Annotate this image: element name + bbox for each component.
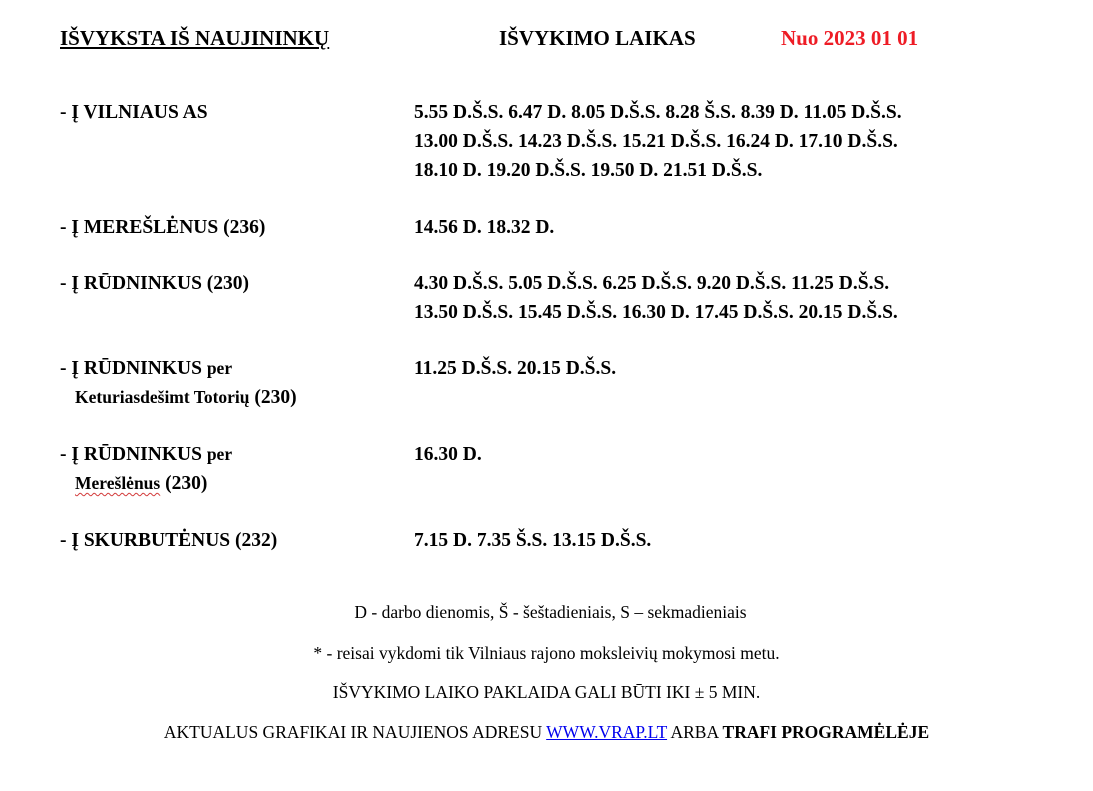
route-times: [414, 213, 1014, 242]
route-times: [414, 440, 1014, 498]
route-destination: - Į RŪDNINKUS (230): [60, 273, 250, 294]
route-times-line: 16.30 D.: [414, 444, 482, 465]
route-times-line: 14.56 D. 18.32 D.: [414, 217, 555, 238]
legend-note: D - darbo dienomis, Š - šeštadieniais, S – sekmadieniais: [354, 602, 747, 622]
route-row-skurbutenus: [0, 526, 1093, 555]
route-times-line: 13.50 D.Š.S. 15.45 D.Š.S. 16.30 D. 17.45 D.Š.S. 20.15 D.Š.S.: [414, 302, 898, 323]
route-row-rudninkus: [0, 269, 1093, 327]
vrap-website-link[interactable]: WWW.VRAP.LT: [546, 722, 668, 742]
route-destination-per: per: [206, 358, 233, 378]
departure-stop-title: IŠVYKSTA IŠ NAUJININKŲ: [60, 26, 330, 50]
route-row-rudninkus-via-totoriu: [0, 354, 1093, 412]
route-destination-via: Keturiasdešimt Totorių: [75, 387, 250, 407]
route-times-line: 13.00 D.Š.S. 14.23 D.Š.S. 15.21 D.Š.S. 16.24 D. 17.10 D.Š.S.: [414, 131, 898, 152]
route-times: [414, 354, 1014, 412]
route-times: [414, 269, 1014, 327]
route-row-rudninkus-via-mereslenus: [0, 440, 1093, 498]
tolerance-note: IŠVYKIMO LAIKO PAKLAIDA GALI BŪTI IKI ± 5 MIN.: [332, 682, 761, 702]
route-destination: [0, 440, 414, 498]
actual-prefix: AKTUALUS GRAFIKAI IR NAUJIENOS ADRESU: [163, 722, 543, 742]
route-destination-via-line: [60, 383, 414, 412]
route-times: [414, 526, 1014, 555]
route-destination: - Į VILNIAUS AS: [60, 102, 208, 123]
valid-from-date: Nuo 2023 01 01: [781, 26, 919, 50]
route-row-vilniaus-as: [0, 98, 1093, 185]
timetable-header: [0, 26, 1093, 58]
routes-list: [0, 98, 1093, 555]
trafi-app-text: TRAFI PROGRAMĖLĖJE: [722, 722, 930, 742]
route-destination-number: (230): [254, 387, 297, 408]
route-times: [414, 98, 1014, 185]
route-row-mereslenus: [0, 213, 1093, 242]
route-destination-via-line: [60, 469, 414, 498]
route-destination-number: (230): [165, 473, 208, 494]
school-note: * - reisai vykdomi tik Vilniaus rajono moksleivių mokymosi metu.: [313, 643, 780, 663]
route-destination: - Į MEREŠLĖNUS (236): [60, 217, 266, 238]
route-times-line: 4.30 D.Š.S. 5.05 D.Š.S. 6.25 D.Š.S. 9.20 D.Š.S. 11.25 D.Š.S.: [414, 273, 890, 294]
route-times-line: 5.55 D.Š.S. 6.47 D. 8.05 D.Š.S. 8.28 Š.S. 8.39 D. 11.05 D.Š.S.: [414, 102, 902, 123]
route-destination-per: per: [206, 444, 233, 464]
actual-or: ARBA: [670, 722, 719, 742]
route-times-line: 11.25 D.Š.S. 20.15 D.Š.S.: [414, 358, 617, 379]
route-destination: - Į SKURBUTĖNUS (232): [60, 530, 278, 551]
actual-schedules-note: [0, 722, 1093, 743]
route-times-line: 18.10 D. 19.20 D.Š.S. 19.50 D. 21.51 D.Š.S.: [414, 160, 763, 181]
route-destination-via: Merešlėnus: [75, 473, 161, 493]
route-times-line: 7.15 D. 7.35 Š.S. 13.15 D.Š.S.: [414, 530, 652, 551]
departure-time-title: IŠVYKIMO LAIKAS: [499, 26, 696, 50]
route-destination-main: - Į RŪDNINKUS: [60, 358, 202, 379]
route-destination-main: - Į RŪDNINKUS: [60, 444, 202, 465]
route-destination: [0, 354, 414, 412]
